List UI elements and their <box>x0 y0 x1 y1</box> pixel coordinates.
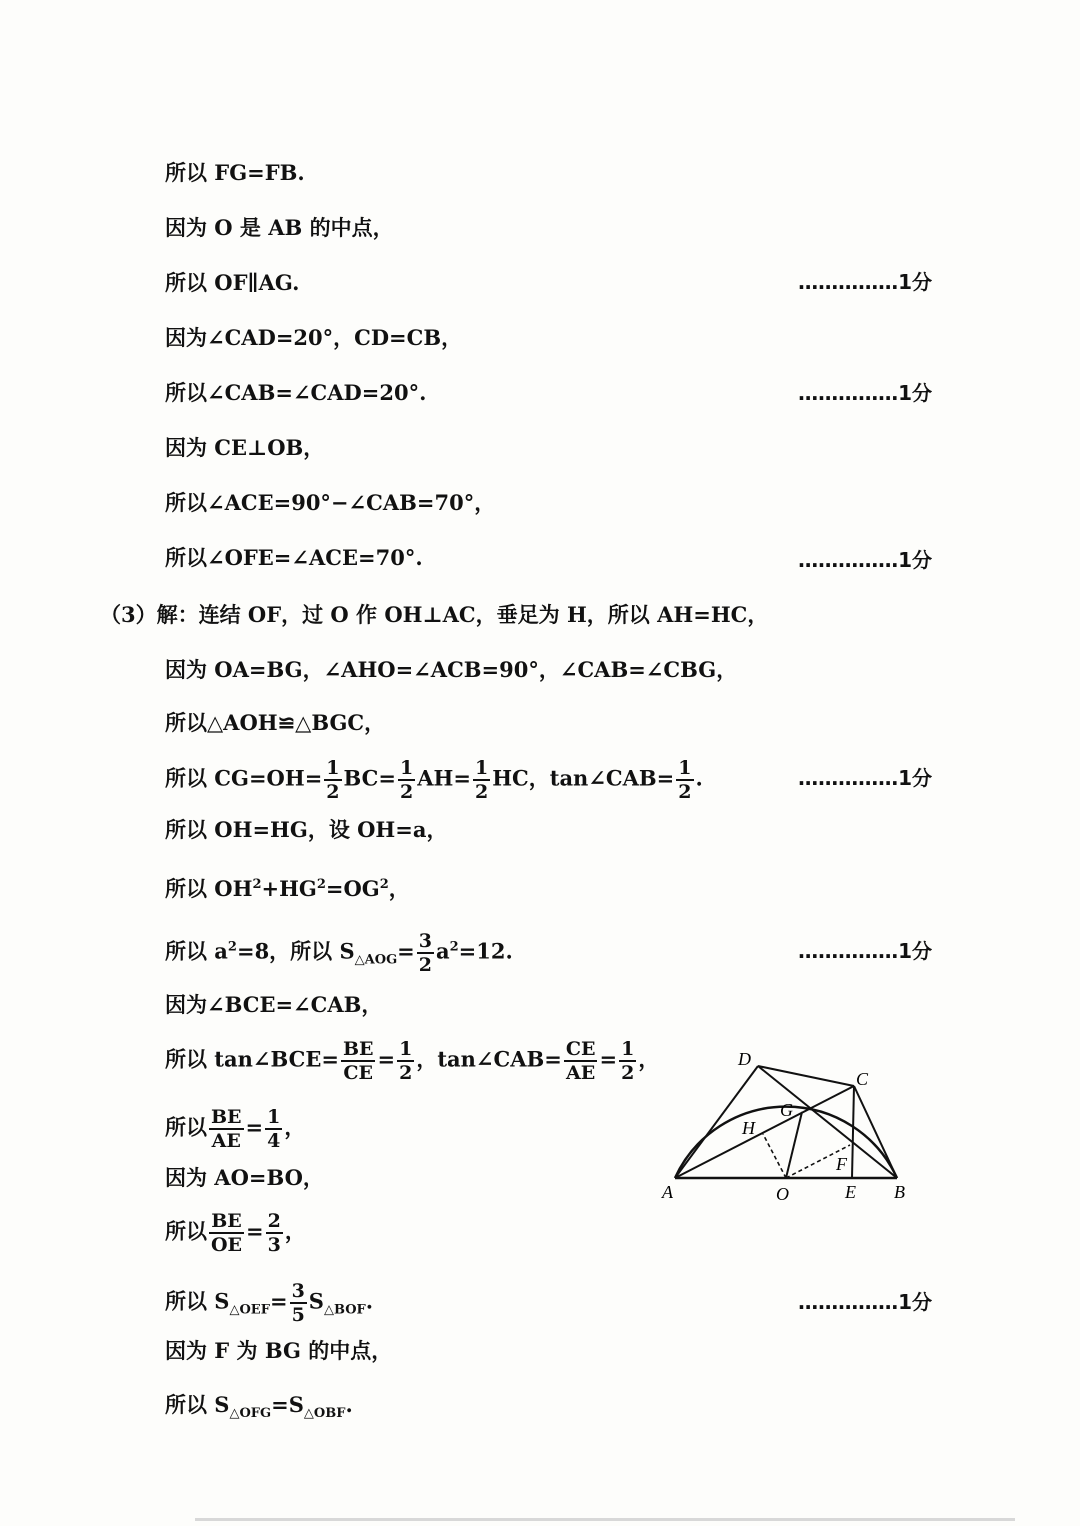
score-mark: ……………1分 <box>798 766 932 790</box>
line-cg-oh: 所以 CG=OH= $\frac{1}{2}$ BC= $\frac{1}{2}$ AH= $\frac{1}{2}$ HC，tan∠CAB= $\frac{1}{2}$ . <box>165 757 703 803</box>
label-b: B <box>894 1182 905 1202</box>
label-o: O <box>776 1184 789 1204</box>
fraction: $\frac{3}{2}$ <box>418 930 433 976</box>
line-angle-ace: 所以∠ACE=90°−∠CAB=70°， <box>165 490 496 515</box>
segment-ac <box>675 1086 854 1178</box>
label-a: A <box>662 1182 673 1202</box>
line-of-parallel: 所以 OF∥AG. <box>165 270 300 295</box>
segment-db <box>758 1066 897 1178</box>
fraction: $\frac{1}{2}$ <box>621 1038 635 1084</box>
line-be-oe: 所以 $\frac{BE}{OE}$ = $\frac{2}{3}$ ， <box>165 1210 306 1256</box>
score-mark: ……………1分 <box>798 1290 932 1314</box>
fraction: $\frac{BE}{AE}$ <box>211 1106 242 1152</box>
score-mark: ……………1分 <box>798 939 932 963</box>
fraction: $\frac{1}{2}$ <box>399 757 414 803</box>
line-pythagoras: 所以 $OH^2+HG^2=OG^2$， <box>165 876 410 901</box>
label-d: D <box>738 1049 751 1069</box>
line-oh-hg: 所以 OH=HG，设 OH=a， <box>165 817 448 842</box>
fraction: $\frac{BE}{OE}$ <box>211 1210 243 1256</box>
segment-oh <box>763 1134 786 1178</box>
score-mark: ……………1分 <box>798 270 932 294</box>
fraction: $\frac{1}{2}$ <box>678 757 692 803</box>
line-angle-bce: 因为∠BCE=∠CAB， <box>165 992 383 1017</box>
line-o-midpoint: 因为 O 是 AB 的中点， <box>165 215 394 240</box>
label-g: G <box>780 1100 793 1120</box>
segment-ce <box>852 1086 854 1178</box>
page-edge-line <box>195 1518 1015 1521</box>
fraction: $\frac{3}{5}$ <box>291 1280 305 1326</box>
line-ao-bo: 因为 AO=BO， <box>165 1165 324 1190</box>
fraction: $\frac{CE}{AE}$ <box>565 1038 596 1084</box>
label-f: F <box>836 1154 847 1174</box>
line-be-ae: 所以 $\frac{BE}{AE}$ = $\frac{1}{4}$ ， <box>165 1106 306 1152</box>
line-tan-ratios: 所以 tan∠BCE= $\frac{BE}{CE}$ = $\frac{1}{2}$ ，tan∠CAB= $\frac{CE}{AE}$ = $\frac{1}{2}$ ， <box>165 1038 660 1084</box>
line-area-ofg: 所以 $S_{\triangle OFG}=S_{\triangle OBF}$. <box>165 1392 353 1422</box>
line-congruent: 所以△AOH≌△BGC， <box>165 710 386 735</box>
segment-og <box>786 1112 802 1178</box>
fraction: $\frac{BE}{CE}$ <box>342 1038 374 1084</box>
fraction: $\frac{2}{3}$ <box>267 1210 281 1256</box>
line-f-midpoint: 因为 F 为 BG 的中点， <box>165 1338 393 1363</box>
fraction: $\frac{1}{2}$ <box>399 1038 413 1084</box>
line-angle-cad: 因为∠CAD=20°，CD=CB， <box>165 325 463 350</box>
fraction: $\frac{1}{4}$ <box>267 1106 281 1152</box>
label-h: H <box>742 1118 755 1138</box>
segment-dc <box>758 1066 854 1086</box>
line-angle-cab: 所以∠CAB=∠CAD=20°. <box>165 380 427 405</box>
line-area-oef: 所以 $S_{\triangle OEF}=$ $\frac{3}{5}$ $S_{\triangle BOF}$. <box>165 1280 374 1326</box>
fraction: $\frac{1}{2}$ <box>326 757 340 803</box>
semicircle-diagram <box>650 1040 920 1215</box>
label-e: E <box>845 1182 856 1202</box>
fraction: $\frac{1}{2}$ <box>474 757 489 803</box>
line-oa-bg: 因为 OA=BG，∠AHO=∠ACB=90°，∠CAB=∠CBG， <box>165 657 738 682</box>
score-mark: ……………1分 <box>798 548 932 572</box>
line-fg-fb: 所以 FG=FB. <box>165 160 305 185</box>
score-mark: ……………1分 <box>798 381 932 405</box>
line-angle-ofe: 所以∠OFE=∠ACE=70°. <box>165 545 423 570</box>
line-part3-header: （3）解：连结 OF，过 O 作 OH⊥AC，垂足为 H，所以 AH=HC， <box>100 602 769 627</box>
line-area-aog: 所以 $a^2=8$，所以 $S_{\triangle AOG}=$ $\frac{3}{2}$ $a^2=12$. <box>165 930 513 976</box>
label-c: C <box>856 1069 869 1089</box>
line-ce-perp: 因为 CE⊥OB， <box>165 435 325 460</box>
